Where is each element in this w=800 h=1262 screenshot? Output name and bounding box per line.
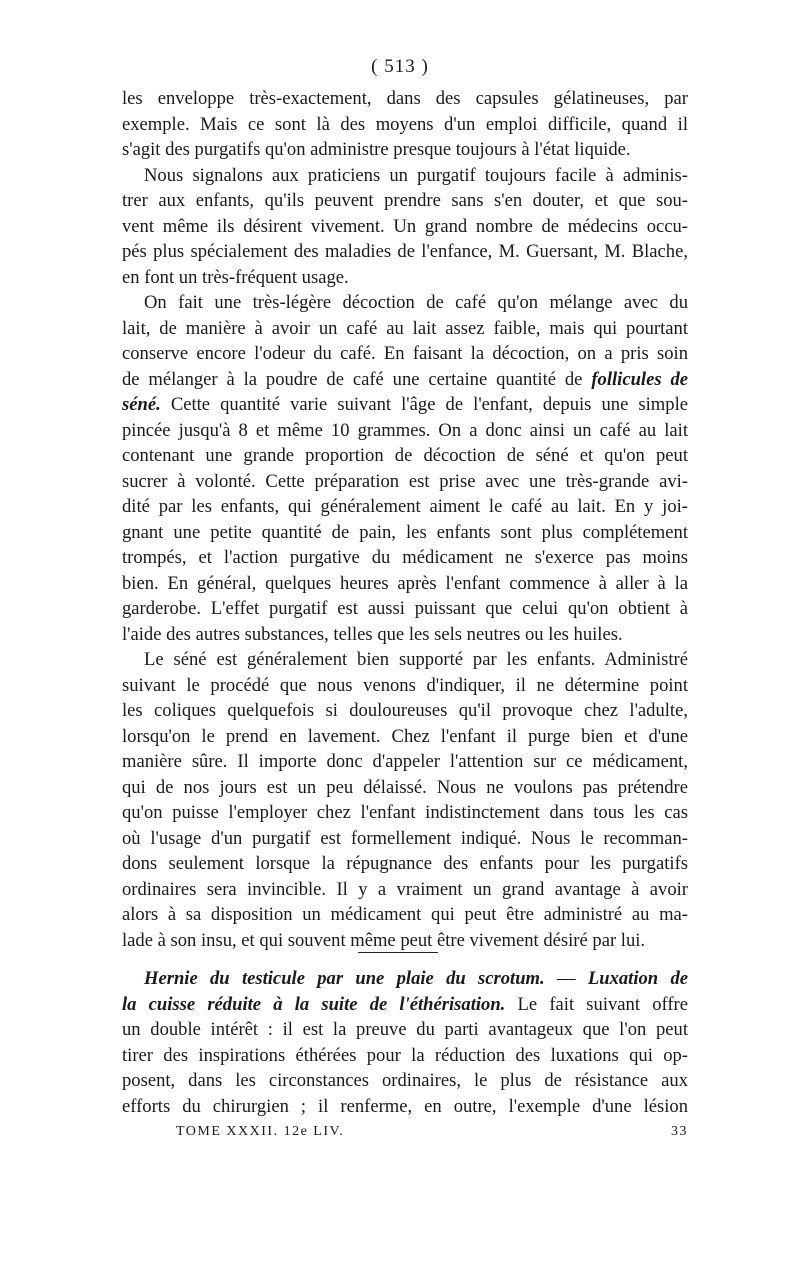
text-line: les enveloppe très-exactement, dans des capsules gélatineuses, par (122, 88, 688, 109)
text-line (122, 392, 688, 418)
text-line: gnant une petite quantité de pain, les enfants sont plus complétement (122, 521, 688, 543)
paragraph-3 (122, 290, 688, 647)
text-span: Cette quantité varie suivant l'âge de l'enfant, depuis une simple (170, 394, 688, 415)
text-line: l'aide des autres substances, telles que les sels neutres ou les huiles. (122, 623, 623, 645)
text-line: qu'on puisse l'employer chez l'enfant indistinctement dans tous les cas (122, 802, 688, 823)
text-line: alors à sa disposition un médicament qui peut être administré au ma- (122, 904, 688, 925)
text-line: ordinaires sera invincible. Il y a vraiment un grand avantage à avoir (122, 878, 688, 900)
title-dash: — (556, 968, 576, 989)
text-line: On fait une très-légère décoction de café qu'on mélange avec du (144, 292, 688, 313)
text-line: les coliques quelquefois si douloureuses qu'il provoque chez l'adulte, (122, 700, 688, 721)
text-line: pincée jusqu'à 8 et même 10 grammes. On a donc ainsi un café au lait (122, 419, 688, 441)
text-line: où l'usage d'un purgatif est formellement indiqué. Nous le recomman- (122, 827, 688, 849)
text-line: tirer des inspirations éthérées pour la réduction des luxations qui op- (122, 1044, 688, 1066)
text-line: conserve encore l'odeur du café. En faisant la décoction, on a pris soin (122, 343, 688, 364)
text-line: trer aux enfants, qu'ils peuvent prendre sans s'en douter, et que sou- (122, 190, 688, 211)
text-line: sucrer à volonté. Cette préparation est prise avec une très-grande avi- (122, 470, 688, 492)
section-title-end: la cuisse réduite à la suite de l'éthérisation. (122, 993, 506, 1015)
text-line: bien. En général, quelques heures après l'enfant commence à aller à la (122, 572, 688, 594)
section-title-line (122, 992, 688, 1018)
text-line: lait, de manière à avoir un café au lait assez faible, mais qui pourtant (122, 317, 688, 339)
text-span: Le fait suivant offre (517, 993, 688, 1015)
text-line: qui de nos jours est un peu délaissé. Nous ne voulons pas prétendre (122, 776, 688, 798)
text-line: garderobe. L'effet purgatif est aussi puissant que celui qu'on obtient à (122, 598, 688, 619)
text-line: trompés, et l'action purgative du médicament ne s'exerce pas moins (122, 547, 688, 568)
text-line: dons seulement lorsque la répugnance des enfants pour les purgatifs (122, 853, 688, 874)
emphasis-sene: séné. (122, 394, 161, 415)
article-body (122, 86, 688, 953)
page-number: ( 513 ) (371, 56, 429, 77)
text-span: de mélanger à la poudre de café une certaine quantité de (122, 368, 583, 390)
section-title: Hernie du testicule par une plaie du scrotum. (144, 968, 545, 989)
text-line: exemple. Mais ce sont là des moyens d'un emploi difficile, quand il (122, 113, 688, 135)
text-line: posent, dans les circonstances ordinaires, le plus de résistance aux (122, 1070, 688, 1091)
text-line: un double intérêt : il est la preuve du parti avantageux que l'on peut (122, 1019, 688, 1040)
text-line: contenant une grande proportion de décoction de séné et qu'on peut (122, 445, 688, 466)
emphasis-follicules: follicules de (591, 368, 688, 390)
text-line: Nous signalons aux praticiens un purgatif toujours facile à adminis- (144, 164, 688, 186)
paragraph-2 (122, 163, 688, 291)
section-title-cont: Luxation de (587, 968, 689, 989)
text-line: Le séné est généralement bien supporté par les enfants. Administré (144, 649, 688, 670)
text-line: efforts du chirurgien ; il renferme, en outre, l'exemple d'une lésion (122, 1095, 688, 1117)
text-line: s'agit des purgatifs qu'on administre presque toujours à l'état liquide. (122, 139, 631, 160)
text-line: dité par les enfants, qui généralement aiment le café au lait. En y joi- (122, 496, 688, 517)
volume-signature: TOME XXXII. 12e LIV. (176, 1124, 345, 1139)
section-title-line (122, 966, 688, 992)
sheet-number: 33 (671, 1124, 688, 1139)
text-line: en font un très-fréquent usage. (122, 266, 349, 288)
text-line: lade à son insu, et qui souvent même peut être vivement désiré par lui. (122, 929, 646, 951)
text-line: pés plus spécialement des maladies de l'enfance, M. Guersant, M. Blache, (122, 241, 688, 262)
section-divider (358, 952, 438, 953)
text-line: suivant le procédé que nous venons d'indiquer, il ne détermine point (122, 674, 688, 696)
paragraph-4 (122, 647, 688, 953)
text-line (122, 367, 688, 393)
next-article (122, 966, 688, 1119)
section-paragraph (122, 966, 688, 1119)
text-line: vent même ils désirent vivement. Un grand nombre de médecins occu- (122, 215, 688, 237)
text-line: lorsqu'on le prend en lavement. Chez l'enfant il purge bien et d'une (122, 725, 688, 747)
paragraph-1 (122, 86, 688, 163)
text-line: manière sûre. Il importe donc d'appeler l'attention sur ce médicament, (122, 751, 688, 772)
